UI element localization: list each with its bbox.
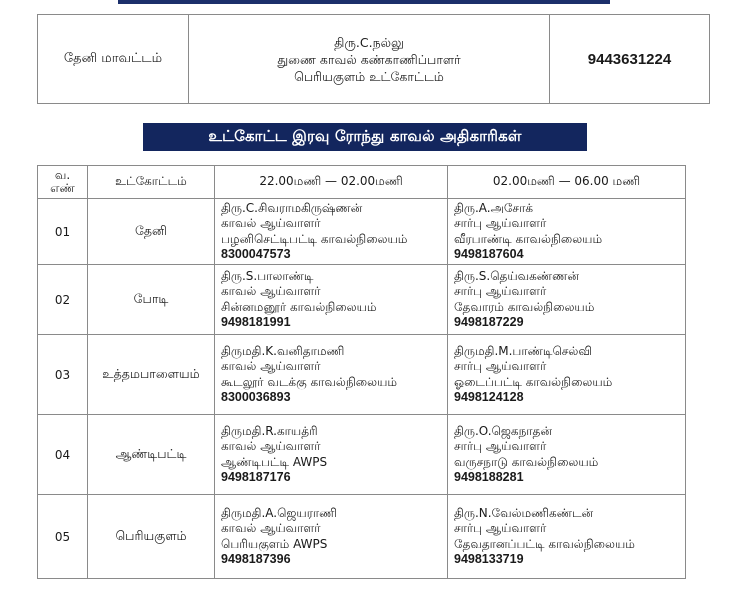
header-serial-no — [38, 166, 88, 199]
row-subdivision: ஆண்டிபட்டி — [88, 415, 215, 495]
officer-phone: 9498188281 — [454, 470, 524, 484]
shift2-officer — [448, 495, 686, 579]
officer-station: கூடலூர் வடக்கு காவல்நிலையம் — [221, 374, 398, 389]
shift1-officer — [215, 265, 448, 335]
officer-phone: 9498187604 — [454, 247, 524, 261]
shift1-officer — [215, 199, 448, 265]
officer-rank: காவல் ஆய்வாளர் — [221, 284, 321, 298]
officer-name: திரு.S.பாலாண்டி — [221, 268, 314, 283]
officer-station: வீரபாண்டி காவல்நிலையம் — [454, 231, 603, 246]
officer-station: பழனிசெட்டிபட்டி காவல்நிலையம் — [221, 231, 408, 246]
night-patrol-table — [37, 165, 686, 579]
officer-rank: சார்பு ஆய்வாளர் — [454, 521, 547, 535]
shift1-officer — [215, 335, 448, 415]
header-serial-line1: வ. — [54, 168, 71, 182]
row-subdivision: உத்தமபாளையம் — [88, 335, 215, 415]
table-row — [38, 415, 686, 495]
dsp-phone: 9443631224 — [550, 15, 710, 104]
row-subdivision: போடி — [88, 265, 215, 335]
row-number: 05 — [38, 495, 88, 579]
shift1-officer — [215, 415, 448, 495]
row-subdivision: பெரியகுளம் — [88, 495, 215, 579]
officer-station: வருசநாடு காவல்நிலையம் — [454, 454, 599, 469]
shift2-officer — [448, 415, 686, 495]
officer-name: திருமதி.M.பாண்டிசெல்வி — [454, 343, 593, 358]
officer-phone: 8300036893 — [221, 390, 291, 404]
officer-phone: 8300047573 — [221, 247, 291, 261]
officer-rank: காவல் ஆய்வாளர் — [221, 359, 321, 373]
officer-name: திருமதி.K.வனிதாமணி — [221, 343, 345, 358]
dsp-title: துணை காவல் கண்காணிப்பாளர் — [277, 51, 461, 67]
officer-rank: காவல் ஆய்வாளர் — [221, 216, 321, 230]
header-subdivision: உட்கோட்டம் — [88, 166, 215, 199]
table-row — [38, 335, 686, 415]
officer-station: ஆண்டிபட்டி AWPS — [221, 454, 328, 469]
officer-station: தேவாரம் காவல்நிலையம் — [454, 299, 595, 314]
shift2-officer — [448, 265, 686, 335]
row-number: 04 — [38, 415, 88, 495]
row-number: 03 — [38, 335, 88, 415]
officer-name: திரு.N.வேல்மணிகண்டன் — [454, 505, 594, 520]
table-row — [38, 495, 686, 579]
officer-phone: 9498133719 — [454, 552, 524, 566]
shift2-officer — [448, 335, 686, 415]
officer-rank: காவல் ஆய்வாளர் — [221, 439, 321, 453]
officer-name: திரு.A.அசோக் — [454, 200, 534, 215]
header-shift2: 02.00மணி — 06.00 மணி — [448, 166, 686, 199]
shift1-officer — [215, 495, 448, 579]
officer-phone: 9498187396 — [221, 552, 291, 566]
officer-rank: சார்பு ஆய்வாளர் — [454, 359, 547, 373]
officer-rank: காவல் ஆய்வாளர் — [221, 521, 321, 535]
header-serial-line2: எண் — [50, 181, 75, 195]
officer-name: திரு.O.ஜெகநாதன் — [454, 423, 552, 438]
header-shift1: 22.00மணி — 02.00மணி — [215, 166, 448, 199]
officer-station: ஓடைப்பட்டி காவல்நிலையம் — [454, 374, 613, 389]
officer-rank: சார்பு ஆய்வாளர் — [454, 439, 547, 453]
shift2-officer — [448, 199, 686, 265]
officer-rank: சார்பு ஆய்வாளர் — [454, 284, 547, 298]
section-banner: உட்கோட்ட இரவு ரோந்து காவல் அதிகாரிகள் — [143, 123, 587, 151]
dsp-info-table — [37, 14, 710, 104]
officer-name: திருமதி.R.காயத்ரி — [221, 423, 318, 438]
officer-phone: 9498124128 — [454, 390, 524, 404]
table-row — [38, 265, 686, 335]
dsp-name: திரு.C.நல்லு — [334, 34, 404, 50]
officer-name: திரு.C.சிவராமகிருஷ்ணன் — [221, 200, 363, 215]
dsp-division: பெரியகுளம் உட்கோட்டம் — [294, 68, 444, 84]
officer-rank: சார்பு ஆய்வாளர் — [454, 216, 547, 230]
officer-name: திருமதி.A.ஜெயராணி — [221, 505, 338, 520]
district-name: தேனி மாவட்டம் — [38, 15, 189, 104]
row-number: 01 — [38, 199, 88, 265]
officer-station: தேவதானப்பட்டி காவல்நிலையம் — [454, 536, 635, 551]
officer-phone: 9498187229 — [454, 315, 524, 329]
table-header-row — [38, 166, 686, 199]
officer-phone: 9498181991 — [221, 315, 291, 329]
officer-phone: 9498187176 — [221, 470, 291, 484]
dsp-officer-cell — [189, 15, 550, 104]
officer-name: திரு.S.தெய்வகண்ணன் — [454, 268, 579, 283]
row-subdivision: தேனி — [88, 199, 215, 265]
officer-station: சின்னமனூர் காவல்நிலையம் — [221, 299, 377, 314]
officer-station: பெரியகுளம் AWPS — [221, 536, 328, 551]
table-row — [38, 199, 686, 265]
top-rule — [118, 0, 610, 4]
row-number: 02 — [38, 265, 88, 335]
